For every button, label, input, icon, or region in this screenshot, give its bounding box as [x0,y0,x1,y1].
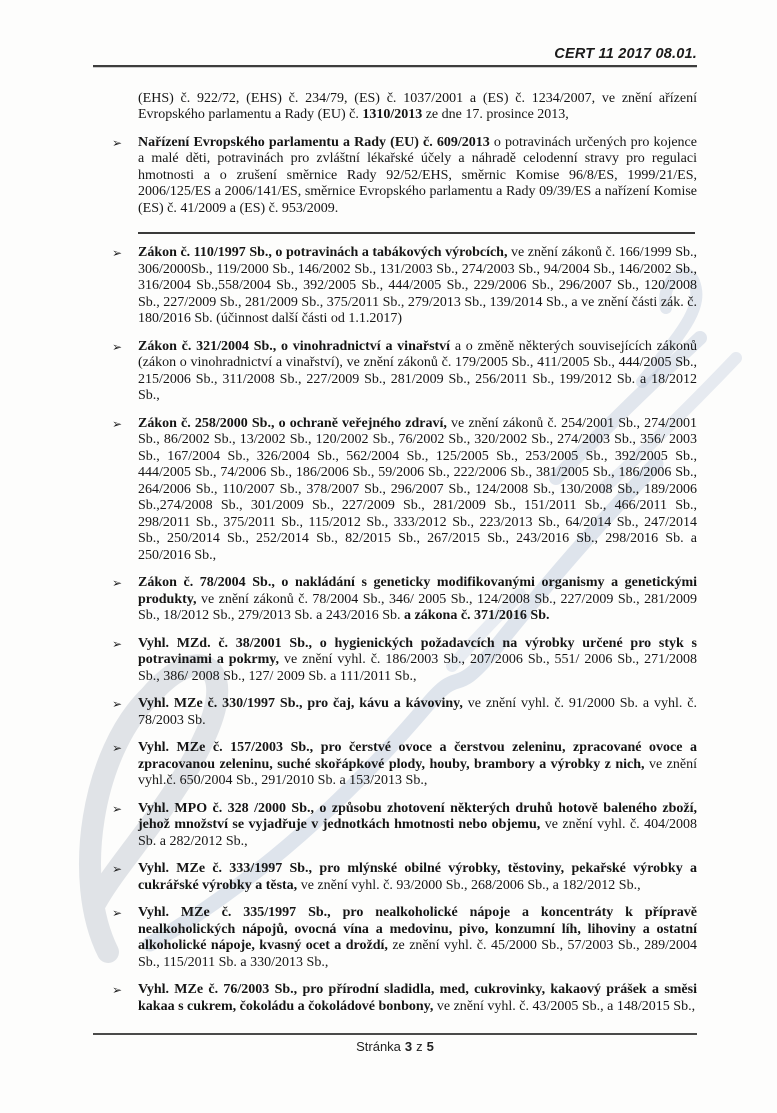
arrow-bullet-icon: ➢ [112,906,123,920]
law-item-amendments: ve znění zákonů č. 78/2004 Sb., 346/ 2005 Sb., 124/2008 Sb., 227/2009 Sb., 281/2009 Sb., 18/2012 Sb., 279/2013 Sb. a 243/2016 Sb. [138,591,697,623]
law-item-amendments: ve znění zákonů č. 254/2001 Sb., 274/2001 Sb., 86/2002 Sb., 13/2002 Sb., 120/2002 Sb., 76/2002 Sb., 320/2002 Sb., 274/2003 Sb., 356/ 2003 Sb., 167/2004 Sb., 326/2004 Sb., 562/2004 Sb., 125/2005 Sb., 253/2005 Sb., 392/2005 Sb., 444/2005 Sb., 74/2006 Sb., 186/2006 Sb., 59/2006 Sb., 222/2006 Sb., 381/2005 Sb., 186/2006 Sb., 264/2006 Sb., 110/2007 Sb., 378/2007 Sb., 296/2007 Sb., 124/2008 Sb., 130/2008 Sb., 189/2006 Sb.,274/2008 Sb., 301/2009 Sb., 227/2009 Sb., 281/2009 Sb., 151/2011 Sb., 466/2011 Sb., 298/2011 Sb., 375/2011 Sb., 115/2012 Sb., 333/2012 Sb., 223/2013 Sb., 64/2014 Sb., 247/2014 Sb., 250/2014 Sb., 252/2014 Sb., 82/2015 Sb., 267/2015 Sb., 243/2016 Sb., 298/2016 Sb. a 250/2016 Sb., [138,415,697,563]
law-item-amendments: ve znění vyhl. č. 93/2000 Sb., 268/2006 Sb., a 182/2012 Sb., [297,877,641,893]
page-footer [93,1033,697,1056]
footer-rule [93,1033,697,1035]
law-item-title: Vyhl. MZe č. 335/1997 Sb., pro nealkoholické nápoje a koncentráty k přípravě nealkoholických nápojů, ovocná vína a medovinu, pivo, konzumní líh, lihoviny a ostatní alkoholické nápoje, kvasný ocet a droždí, [138,905,697,953]
law-item [112,245,697,328]
regulation-item-lead: Nařízení Evropského parlamentu a Rady (EU) č. 609/2013 [138,134,490,150]
law-item [112,740,698,790]
law-item [112,415,697,565]
law-item-title: Vyhl. MPO č. 328 /2000 Sb., o způsobu zhotovení některých druhů hotově baleného zboží, jehož množství se vyjadřuje v jednotkách hmotnosti nebo objemu, [138,800,697,832]
law-item-amendments: ve znění vyhl. č. 91/2000 Sb. a vyhl. č. 78/2003 Sb. [138,696,697,728]
law-item-bold-tail: a zákona č. 371/2016 Sb. [404,608,550,623]
law-item-title: Vyhl. MZe č. 330/1997 Sb., pro čaj, kávu a kávoviny, [138,696,463,711]
law-item-title: Zákon č. 258/2000 Sb., o ochraně veřejného zdraví, [138,415,447,431]
law-item [112,696,697,729]
page-header [93,46,697,67]
law-item-amendments: a o změně některých souvisejících zákonů (zákon o vinohradnictví a vinařství), ve znění zákonů č. 179/2005 Sb., 411/2005 Sb., 444/2005 Sb., 215/2006 Sb., 311/2008 Sb., 227/2009 Sb., 281/2009 Sb., 256/2011 Sb., 199/2012 Sb. a 18/2012 Sb., [138,338,697,403]
law-item [112,338,697,405]
regulation-item [112,134,697,218]
arrow-bullet-icon: ➢ [112,416,123,431]
intro-text-end: ze dne 17. prosince 2013, [422,107,569,122]
law-item [112,982,697,1015]
arrow-bullet-icon: ➢ [112,636,123,651]
intro-text: (EHS) č. 922/72, (EHS) č. 234/79, (ES) č. 1037/2001 a (ES) č. 1234/2007, ve znění ařízení Evropského parlamentu a Rady (EU) č. [138,90,697,122]
arrow-bullet-icon: ➢ [112,983,123,997]
footer-page-number: 3 [404,1039,413,1054]
law-list [112,245,698,1015]
regulation-item-body: o potravinách určených pro kojence a malé děti, potravinách pro zvláštní lékařské účely a náhradě celodenní stravy pro regulaci hmotnosti a o zrušení směrnice Rady 92/52/EHS, směrnic Komise 96/8/ES, 1999/21/ES, 2006/125/ES a 2006/141/ES, směrnice Evropského parlamentu a Rady 09/39/ES a nařízení Komise (ES) č. 41/2009 a (ES) č. 953/2009. [138,134,697,216]
law-item-amendments: ve znění vyhl.č. 650/2004 Sb., 291/2010 Sb. a 153/2013 Sb., [138,756,698,788]
law-item-amendments: ve znění vyhl. č. 404/2008 Sb. a 282/2012 Sb., [138,817,698,849]
law-item-title: Vyhl. MZe č. 333/1997 Sb., pro mlýnské obilné výrobky, těstoviny, pekařské výrobky a cukrářské výrobky a těsta, [138,861,697,893]
intro-paragraph [138,91,697,124]
law-item-title: Zákon č. 110/1997 Sb., o potravinách a tabákových výrobcích, [138,245,508,260]
arrow-bullet-icon: ➢ [112,741,123,755]
law-item [112,905,697,971]
law-item-amendments: ve znění zákonů č. 166/1999 Sb., 306/2000Sb., 119/2000 Sb., 146/2002 Sb., 131/2003 Sb., 274/2003 Sb., 94/2004 Sb., 146/2002 Sb., 316/2004 Sb.,558/2004 Sb., 392/2005 Sb., 444/2005 Sb., 229/2006 Sb., 296/2007 Sb., 120/2008 Sb., 227/2009 Sb., 281/2009 Sb., 375/2011 Sb., 279/2013 Sb., 139/2014 Sb., a ve znění části zák. č. 180/2016 Sb. (účinnost další části od 1.1.2017) [138,245,697,326]
footer-page-total: 5 [426,1039,434,1054]
footer-label: Stránka [356,1039,401,1054]
page-number-line [93,1039,697,1056]
law-item [112,800,698,851]
intro-bold-number: 1310/2013 [362,107,423,122]
law-item-amendments: ve znění vyhl. č. 43/2005 Sb., a 148/2015 Sb., [433,998,696,1014]
arrow-bullet-icon: ➢ [112,135,123,150]
law-item-title: Vyhl. MZe č. 157/2003 Sb., pro čerstvé ovoce a čerstvou zeleninu, zpracované ovoce a zpracovanou zeleninu, suché skořápkové plody, houby, brambory a výrobky z nich, [138,740,697,772]
footer-of: z [416,1039,423,1054]
arrow-bullet-icon: ➢ [112,246,123,260]
law-item-amendments: ze znění vyhl. č. 45/2000 Sb., 57/2003 Sb., 289/2004 Sb., 115/2011 Sb. a 330/2013 Sb., [138,938,697,970]
law-item-title: Zákon č. 78/2004 Sb., o nakládání s geneticky modifikovanými organismy a genetickými produkty, [138,575,697,607]
law-item-title: Vyhl. MZe č. 76/2003 Sb., pro přírodní sladidla, med, cukrovinky, kakaový prášek a směsi kakaa s cukrem, čokoládu a čokoládové bonbony, [138,982,697,1014]
arrow-bullet-icon: ➢ [112,697,123,711]
law-item [112,861,697,894]
section-divider [138,232,695,234]
law-item [112,635,697,686]
law-item [112,575,697,625]
law-item-title: Vyhl. MZd. č. 38/2001 Sb., o hygienických požadavcích na výrobky určené pro styk s potravinami a pokrmy, [138,635,697,667]
header-rule [93,65,697,67]
arrow-bullet-icon: ➢ [112,339,123,354]
law-item-title: Zákon č. 321/2004 Sb., o vinohradnictví a vinařství [138,338,451,354]
law-item-amendments: ve znění vyhl. č. 186/2003 Sb., 207/2006 Sb., 551/ 2006 Sb., 271/2008 Sb., 386/ 2008 Sb., 127/ 2009 Sb. a 111/2011 Sb., [138,652,697,684]
arrow-bullet-icon: ➢ [112,801,123,816]
arrow-bullet-icon: ➢ [112,862,123,876]
arrow-bullet-icon: ➢ [112,576,123,590]
document-code: CERT 11 2017 08.01. [554,46,697,62]
